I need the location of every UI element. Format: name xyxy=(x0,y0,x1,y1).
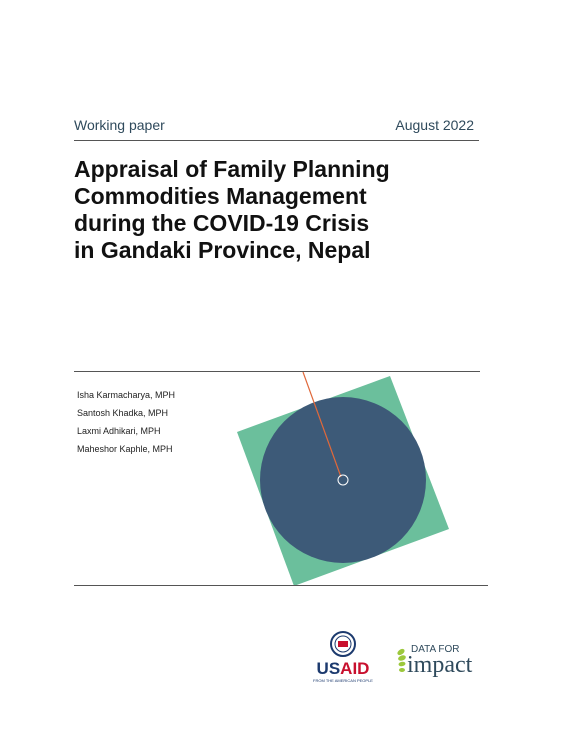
svg-text:impact: impact xyxy=(407,652,473,678)
data-for-impact-logo xyxy=(393,640,493,680)
title-line: Appraisal of Family Planning xyxy=(74,156,390,182)
author-name: Isha Karmacharya, MPH xyxy=(77,390,176,400)
title-line: during the COVID-19 Crisis xyxy=(74,210,370,236)
svg-text:USAID: USAID xyxy=(316,659,370,678)
circle-shape xyxy=(260,397,426,563)
svg-text:DATA FOR: DATA FOR xyxy=(411,644,460,655)
dfi-leaf-icon xyxy=(396,648,406,672)
cover-graphic xyxy=(230,372,460,586)
authors-bottom-divider xyxy=(74,585,488,586)
title-line: Commodities Management xyxy=(74,183,367,209)
publication-date: August 2022 xyxy=(395,117,474,133)
author-list xyxy=(77,386,175,458)
author-name: Maheshor Kaphle, MPH xyxy=(77,444,173,454)
usaid-logo xyxy=(308,630,378,686)
title-line: in Gandaki Province, Nepal xyxy=(74,237,371,263)
document-type-label: Working paper xyxy=(74,117,165,133)
svg-text:FROM THE AMERICAN PEOPLE: FROM THE AMERICAN PEOPLE xyxy=(313,678,373,683)
author-name: Laxmi Adhikari, MPH xyxy=(77,426,161,436)
document-title xyxy=(74,156,494,264)
author-name: Santosh Khadka, MPH xyxy=(77,408,169,418)
header-divider xyxy=(74,140,479,141)
